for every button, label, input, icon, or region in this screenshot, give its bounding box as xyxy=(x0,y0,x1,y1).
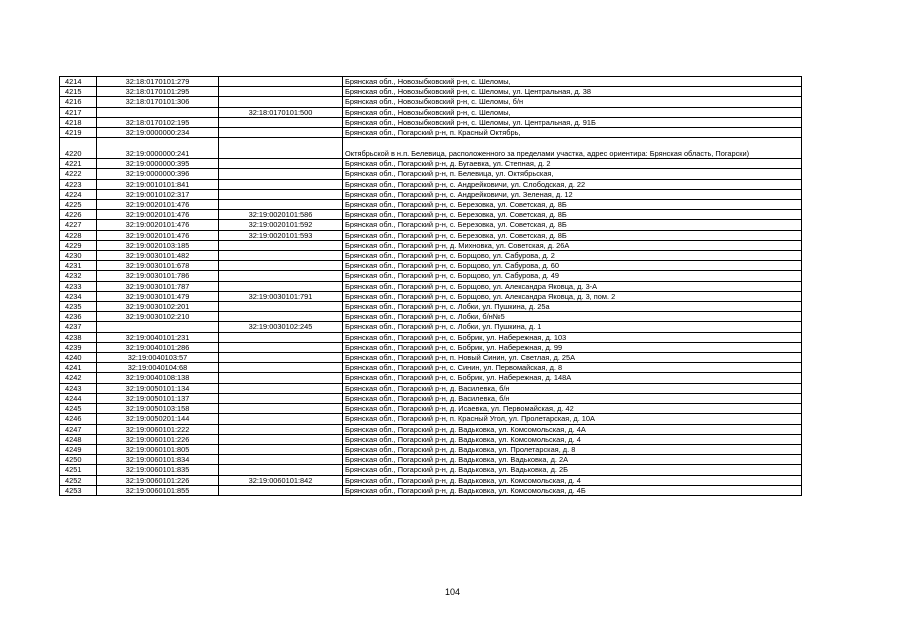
cadastral-number-cell xyxy=(97,107,219,117)
cadastral-number-cell: 32:18:0170101:279 xyxy=(97,77,219,87)
address-cell: Брянская обл., Погарский р-н, с. Борщово, ул. Александра Яковца, д. 3, пом. 2 xyxy=(343,291,802,301)
address-cell: Октябрьской в н.п. Белевица, расположенного за пределами участка, адрес ориентира: Брянская область, Погарски) xyxy=(343,138,802,159)
address-cell: Брянская обл., Погарский р-н, д. Вадьковка, ул. Вадьковка, д. 2А xyxy=(343,455,802,465)
cadastral-number-2-cell xyxy=(219,189,343,199)
address-cell: Брянская обл., Погарский р-н, с. Бобрик, ул. Набережная, д. 99 xyxy=(343,342,802,352)
cadastral-number-cell: 32:19:0050101:134 xyxy=(97,383,219,393)
table-row xyxy=(60,128,802,138)
row-number-cell: 4250 xyxy=(60,455,97,465)
table-row xyxy=(60,169,802,179)
cadastral-number-2-cell xyxy=(219,393,343,403)
address-cell: Брянская обл., Погарский р-н, с. Борщово, ул. Сабурова, д. 60 xyxy=(343,261,802,271)
table-row xyxy=(60,210,802,220)
row-number-cell: 4232 xyxy=(60,271,97,281)
table-row xyxy=(60,117,802,127)
table-row xyxy=(60,302,802,312)
address-cell: Брянская обл., Погарский р-н, д. Вадьковка, ул. Пролетарская, д. 8 xyxy=(343,444,802,454)
table-row xyxy=(60,485,802,495)
row-number-cell: 4230 xyxy=(60,251,97,261)
address-cell: Брянская обл., Погарский р-н, с. Березовка, ул. Советская, д. 8Б xyxy=(343,230,802,240)
cadastral-number-2-cell: 32:19:0030101:791 xyxy=(219,291,343,301)
row-number-cell: 4218 xyxy=(60,117,97,127)
address-cell: Брянская обл., Погарский р-н, с. Бобрик, ул. Набережная, д. 103 xyxy=(343,332,802,342)
cadastral-number-cell: 32:18:0170101:306 xyxy=(97,97,219,107)
row-number-cell: 4241 xyxy=(60,363,97,373)
address-cell: Брянская обл., Погарский р-н, п. Красный Октябрь, xyxy=(343,128,802,138)
cadastral-number-cell: 32:19:0030102:210 xyxy=(97,312,219,322)
cadastral-number-cell: 32:19:0040104:68 xyxy=(97,363,219,373)
cadastral-number-2-cell xyxy=(219,455,343,465)
cadastral-number-cell: 32:19:0060101:834 xyxy=(97,455,219,465)
table-row xyxy=(60,291,802,301)
row-number-cell: 4217 xyxy=(60,107,97,117)
cadastral-number-cell: 32:19:0060101:226 xyxy=(97,434,219,444)
address-cell: Брянская обл., Погарский р-н, д. Исаевка, ул. Первомайская, д. 42 xyxy=(343,404,802,414)
cadastral-number-cell: 32:19:0020103:185 xyxy=(97,240,219,250)
address-cell: Брянская обл., Погарский р-н, д. Василевка, б/н xyxy=(343,383,802,393)
row-number-cell: 4251 xyxy=(60,465,97,475)
address-cell: Брянская обл., Погарский р-н, д. Вадьковка, ул. Комсомольская, д. 4 xyxy=(343,475,802,485)
cadastral-number-cell: 32:19:0060101:805 xyxy=(97,444,219,454)
row-number-cell: 4243 xyxy=(60,383,97,393)
cadastral-number-cell: 32:19:0000000:241 xyxy=(97,138,219,159)
cadastral-number-2-cell xyxy=(219,465,343,475)
row-number-cell: 4214 xyxy=(60,77,97,87)
cadastral-number-2-cell: 32:19:0030102:245 xyxy=(219,322,343,332)
address-cell: Брянская обл., Погарский р-н, с. Андрейковичи, ул. Слободская, д. 22 xyxy=(343,179,802,189)
cadastral-number-2-cell xyxy=(219,138,343,159)
cadastral-number-2-cell xyxy=(219,332,343,342)
cadastral-number-cell: 32:18:0170101:295 xyxy=(97,87,219,97)
page-number: 104 xyxy=(444,587,461,597)
address-cell: Брянская обл., Новозыбковский р-н, с. Шеломы, ул. Центральная, д. 91Б xyxy=(343,117,802,127)
address-cell: Брянская обл., Погарский р-н, п. Красный Угол, ул. Пролетарская, д. 10А xyxy=(343,414,802,424)
table-row xyxy=(60,465,802,475)
address-cell: Брянская обл., Погарский р-н, с. Березовка, ул. Советская, д. 8Б xyxy=(343,210,802,220)
row-number-cell: 4235 xyxy=(60,302,97,312)
table-row xyxy=(60,87,802,97)
cadastral-number-cell: 32:19:0020101:476 xyxy=(97,230,219,240)
row-number-cell: 4233 xyxy=(60,281,97,291)
address-cell: Брянская обл., Погарский р-н, с. Борщово, ул. Александра Яковца, д. 3-А xyxy=(343,281,802,291)
cadastral-number-2-cell xyxy=(219,363,343,373)
cadastral-number-2-cell xyxy=(219,444,343,454)
table-row xyxy=(60,353,802,363)
cadastral-number-2-cell xyxy=(219,159,343,169)
row-number-cell: 4249 xyxy=(60,444,97,454)
row-number-cell: 4245 xyxy=(60,404,97,414)
cadastral-number-cell: 32:19:0060101:226 xyxy=(97,475,219,485)
cadastral-number-2-cell xyxy=(219,485,343,495)
cadastral-number-2-cell: 32:19:0020101:593 xyxy=(219,230,343,240)
cadastral-number-cell: 32:19:0000000:396 xyxy=(97,169,219,179)
row-number-cell: 4216 xyxy=(60,97,97,107)
table-row xyxy=(60,414,802,424)
address-cell: Брянская обл., Погарский р-н, с. Лобки, ул. Пушкина, д. 25а xyxy=(343,302,802,312)
row-number-cell: 4236 xyxy=(60,312,97,322)
cadastral-number-cell: 32:19:0000000:234 xyxy=(97,128,219,138)
table-row xyxy=(60,342,802,352)
table-row xyxy=(60,455,802,465)
row-number-cell: 4231 xyxy=(60,261,97,271)
cadastral-number-2-cell: 32:19:0060101:842 xyxy=(219,475,343,485)
cadastral-number-2-cell xyxy=(219,240,343,250)
cadastral-number-2-cell xyxy=(219,117,343,127)
cadastral-number-cell: 32:19:0030101:786 xyxy=(97,271,219,281)
cadastral-number-cell: 32:19:0050101:137 xyxy=(97,393,219,403)
cadastral-number-2-cell xyxy=(219,251,343,261)
address-cell: Брянская обл., Погарский р-н, с. Синин, ул. Первомайская, д. 8 xyxy=(343,363,802,373)
address-cell: Брянская обл., Погарский р-н, с. Бобрик, ул. Набережная, д. 148А xyxy=(343,373,802,383)
cadastral-number-cell: 32:18:0170102:195 xyxy=(97,117,219,127)
cadastral-number-cell: 32:19:0030101:678 xyxy=(97,261,219,271)
cadastral-number-2-cell: 32:19:0020101:592 xyxy=(219,220,343,230)
table-row xyxy=(60,383,802,393)
cadastral-number-cell: 32:19:0060101:855 xyxy=(97,485,219,495)
row-number-cell: 4223 xyxy=(60,179,97,189)
row-number-cell: 4246 xyxy=(60,414,97,424)
cadastral-number-2-cell xyxy=(219,353,343,363)
cadastral-number-cell: 32:19:0000000:395 xyxy=(97,159,219,169)
cadastral-number-2-cell xyxy=(219,312,343,322)
cadastral-number-2-cell xyxy=(219,373,343,383)
table-row xyxy=(60,159,802,169)
row-number-cell: 4244 xyxy=(60,393,97,403)
cadastral-number-2-cell xyxy=(219,383,343,393)
cadastral-number-cell: 32:19:0010101:841 xyxy=(97,179,219,189)
table-row xyxy=(60,404,802,414)
address-cell: Брянская обл., Погарский р-н, с. Андрейковичи, ул. Зеленая, д. 12 xyxy=(343,189,802,199)
table-row xyxy=(60,393,802,403)
cadastral-number-2-cell xyxy=(219,424,343,434)
row-number-cell: 4215 xyxy=(60,87,97,97)
cadastral-number-cell: 32:19:0060101:835 xyxy=(97,465,219,475)
table-row xyxy=(60,179,802,189)
table-row xyxy=(60,107,802,117)
cadastral-number-2-cell xyxy=(219,77,343,87)
table-row xyxy=(60,332,802,342)
row-number-cell: 4224 xyxy=(60,189,97,199)
table-row xyxy=(60,97,802,107)
table-row xyxy=(60,363,802,373)
cadastral-number-2-cell xyxy=(219,302,343,312)
cadastral-number-cell: 32:19:0040103:57 xyxy=(97,353,219,363)
cadastral-number-2-cell xyxy=(219,414,343,424)
address-cell: Брянская обл., Погарский р-н, п. Белевица, ул. Октябрьская, xyxy=(343,169,802,179)
table-row xyxy=(60,322,802,332)
address-cell: Брянская обл., Погарский р-н, с. Березовка, ул. Советская, д. 8Б xyxy=(343,220,802,230)
address-cell: Брянская обл., Погарский р-н, с. Борщово, ул. Сабурова, д. 49 xyxy=(343,271,802,281)
table-row xyxy=(60,424,802,434)
table-row xyxy=(60,200,802,210)
cadastral-number-2-cell xyxy=(219,342,343,352)
row-number-cell: 4237 xyxy=(60,322,97,332)
address-cell: Брянская обл., Погарский р-н, д. Бугаевка, ул. Степная, д. 2 xyxy=(343,159,802,169)
address-cell: Брянская обл., Погарский р-н, д. Михновка, ул. Советская, д. 26А xyxy=(343,240,802,250)
cadastral-number-2-cell xyxy=(219,128,343,138)
cadastral-number-cell: 32:19:0020101:476 xyxy=(97,220,219,230)
row-number-cell: 4228 xyxy=(60,230,97,240)
cadastral-number-2-cell xyxy=(219,97,343,107)
row-number-cell: 4229 xyxy=(60,240,97,250)
table-row xyxy=(60,271,802,281)
table-row xyxy=(60,251,802,261)
address-cell: Брянская обл., Погарский р-н, д. Вадьковка, ул. Комсомольская, д. 4Б xyxy=(343,485,802,495)
row-number-cell: 4253 xyxy=(60,485,97,495)
cadastral-number-2-cell xyxy=(219,169,343,179)
table-row xyxy=(60,434,802,444)
row-number-cell: 4220 xyxy=(60,138,97,159)
address-cell: Брянская обл., Новозыбковский р-н, с. Шеломы, б/н xyxy=(343,97,802,107)
table-row xyxy=(60,475,802,485)
cadastral-number-cell: 32:19:0050103:158 xyxy=(97,404,219,414)
row-number-cell: 4247 xyxy=(60,424,97,434)
cadastral-number-cell: 32:19:0040108:138 xyxy=(97,373,219,383)
cadastral-number-cell: 32:19:0020101:476 xyxy=(97,210,219,220)
registry-sheet xyxy=(59,76,801,496)
cadastral-number-cell: 32:19:0050201:144 xyxy=(97,414,219,424)
address-cell: Брянская обл., Погарский р-н, с. Березовка, ул. Советская, д. 8Б xyxy=(343,200,802,210)
table-row xyxy=(60,240,802,250)
cadastral-number-cell: 32:19:0030101:479 xyxy=(97,291,219,301)
address-cell: Брянская обл., Погарский р-н, с. Борщово, ул. Сабурова, д. 2 xyxy=(343,251,802,261)
cadastral-number-cell: 32:19:0040101:231 xyxy=(97,332,219,342)
table-row xyxy=(60,138,802,159)
address-cell: Брянская обл., Погарский р-н, с. Лобки, б/н№5 xyxy=(343,312,802,322)
address-cell: Брянская обл., Погарский р-н, с. Лобки, ул. Пушкина, д. 1 xyxy=(343,322,802,332)
registry-table-body xyxy=(60,77,802,496)
cadastral-number-2-cell xyxy=(219,271,343,281)
row-number-cell: 4221 xyxy=(60,159,97,169)
address-cell: Брянская обл., Погарский р-н, д. Василевка, б/н xyxy=(343,393,802,403)
cadastral-number-2-cell xyxy=(219,179,343,189)
table-row xyxy=(60,281,802,291)
row-number-cell: 4252 xyxy=(60,475,97,485)
row-number-cell: 4227 xyxy=(60,220,97,230)
row-number-cell: 4238 xyxy=(60,332,97,342)
table-row xyxy=(60,77,802,87)
cadastral-number-cell: 32:19:0030102:201 xyxy=(97,302,219,312)
cadastral-number-2-cell xyxy=(219,200,343,210)
cadastral-number-2-cell: 32:18:0170101:500 xyxy=(219,107,343,117)
table-row xyxy=(60,312,802,322)
cadastral-number-cell: 32:19:0060101:222 xyxy=(97,424,219,434)
row-number-cell: 4219 xyxy=(60,128,97,138)
row-number-cell: 4222 xyxy=(60,169,97,179)
row-number-cell: 4248 xyxy=(60,434,97,444)
table-row xyxy=(60,189,802,199)
table-row xyxy=(60,261,802,271)
row-number-cell: 4242 xyxy=(60,373,97,383)
cadastral-number-cell: 32:19:0010102:317 xyxy=(97,189,219,199)
table-row xyxy=(60,373,802,383)
cadastral-number-2-cell xyxy=(219,404,343,414)
row-number-cell: 4234 xyxy=(60,291,97,301)
table-row xyxy=(60,444,802,454)
row-number-cell: 4226 xyxy=(60,210,97,220)
cadastral-number-cell: 32:19:0030101:482 xyxy=(97,251,219,261)
address-cell: Брянская обл., Новозыбковский р-н, с. Шеломы, ул. Центральная, д. 38 xyxy=(343,87,802,97)
row-number-cell: 4225 xyxy=(60,200,97,210)
address-cell: Брянская обл., Погарский р-н, д. Вадьковка, ул. Комсомольская, д. 4А xyxy=(343,424,802,434)
address-cell: Брянская обл., Погарский р-н, д. Вадьковка, ул. Вадьковка, д. 2Б xyxy=(343,465,802,475)
cadastral-number-2-cell xyxy=(219,87,343,97)
address-cell: Брянская обл., Погарский р-н, п. Новый Синин, ул. Светлая, д. 25А xyxy=(343,353,802,363)
cadastral-number-cell: 32:19:0030101:787 xyxy=(97,281,219,291)
row-number-cell: 4239 xyxy=(60,342,97,352)
cadastral-number-cell xyxy=(97,322,219,332)
table-row xyxy=(60,220,802,230)
cadastral-number-2-cell xyxy=(219,261,343,271)
address-cell: Брянская обл., Погарский р-н, д. Вадьковка, ул. Комсомольская, д. 4 xyxy=(343,434,802,444)
address-cell: Брянская обл., Новозыбковский р-н, с. Шеломы, xyxy=(343,77,802,87)
property-registry-table xyxy=(59,76,802,496)
cadastral-number-2-cell xyxy=(219,434,343,444)
table-row xyxy=(60,230,802,240)
cadastral-number-cell: 32:19:0040101:286 xyxy=(97,342,219,352)
address-cell: Брянская обл., Новозыбковский р-н, с. Шеломы, xyxy=(343,107,802,117)
cadastral-number-cell: 32:19:0020101:476 xyxy=(97,200,219,210)
cadastral-number-2-cell xyxy=(219,281,343,291)
cadastral-number-2-cell: 32:19:0020101:586 xyxy=(219,210,343,220)
row-number-cell: 4240 xyxy=(60,353,97,363)
